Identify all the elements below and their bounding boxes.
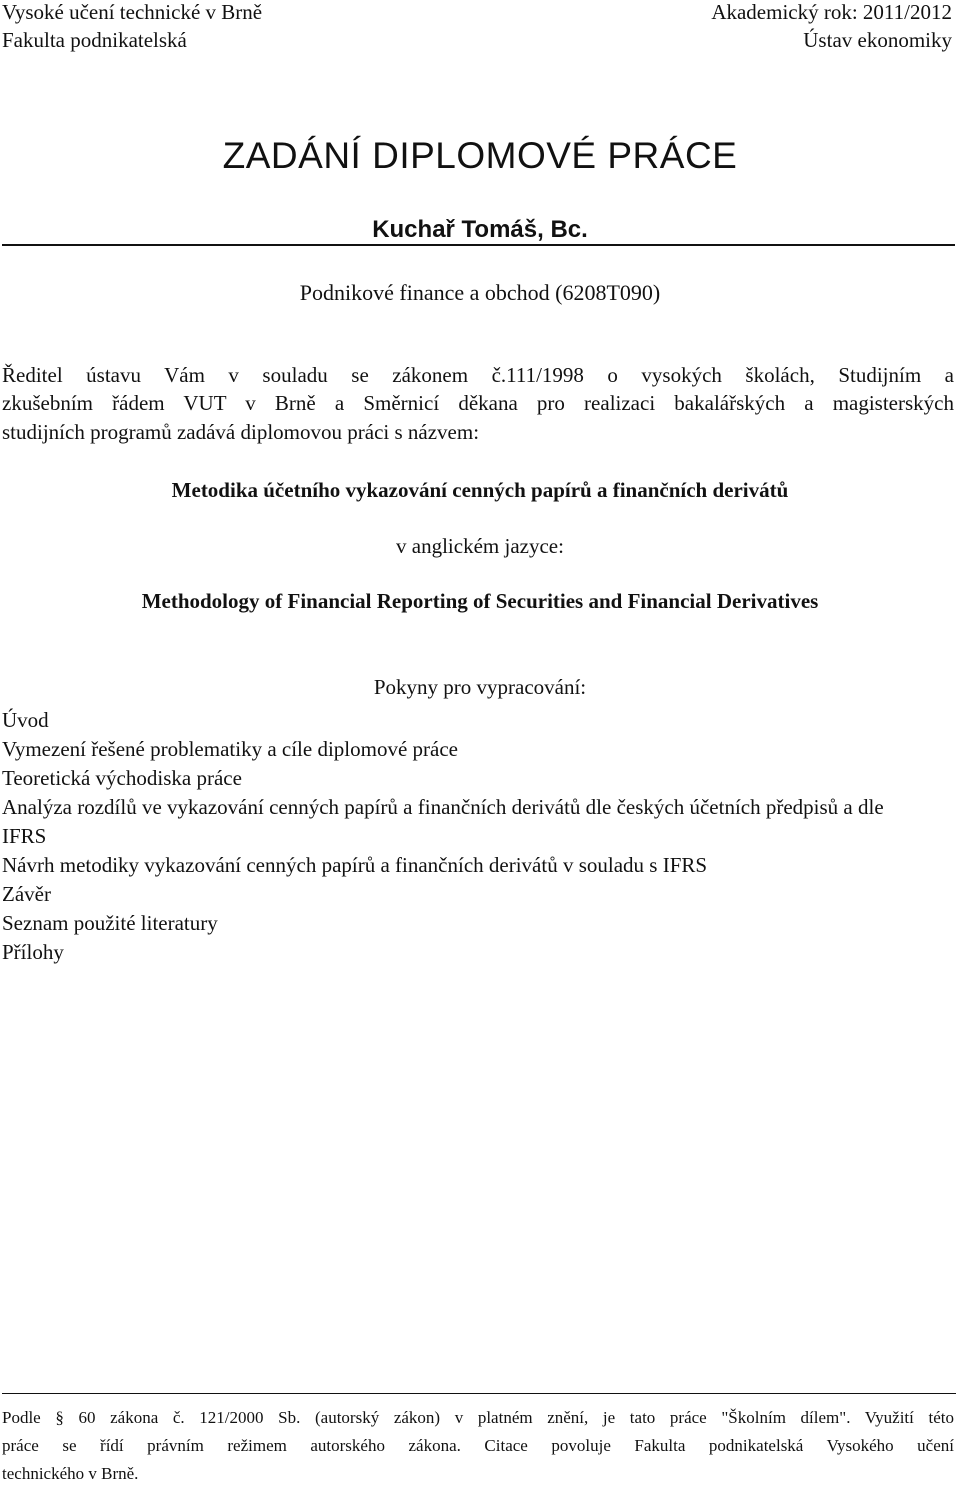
- document-title: ZADÁNÍ DIPLOMOVÉ PRÁCE: [222, 135, 738, 176]
- list-item: Analýza rozdílů ve vykazování cenných papírů a finančních derivátů dle českých účetních předpisů a dle IFRS: [2, 795, 884, 848]
- list-item: Závěr: [2, 882, 51, 906]
- institute-name: Ústav ekonomiky: [803, 28, 952, 52]
- list-item: Vymezení řešené problematiky a cíle diplomové práce: [2, 737, 458, 761]
- footer-divider: [2, 1393, 956, 1394]
- list-item: Návrh metodiky vykazování cenných papírů a finančních derivátů v souladu s IFRS: [2, 853, 708, 877]
- english-language-label: v anglickém jazyce:: [396, 534, 564, 558]
- footer-line-2: práce se řídí právním režimem autorského zákona. Citace povoluje Fakulta podnikatelská Vysokého učení: [2, 1436, 954, 1455]
- study-program: Podnikové finance a obchod (6208T090): [299, 280, 661, 305]
- thesis-title-cz: Metodika účetního vykazování cenných papírů a finančních derivátů: [171, 478, 789, 502]
- intro-line-3: studijních programů zadává diplomovou práci s názvem:: [2, 420, 480, 444]
- faculty-name: Fakulta podnikatelská: [2, 28, 187, 52]
- list-item: Teoretická východiska práce: [2, 766, 242, 790]
- footer-line-1: Podle § 60 zákona č. 121/2000 Sb. (autorský zákon) v platném znění, je tato práce "Školním dílem". Využití této: [2, 1408, 954, 1427]
- thesis-title-en: Methodology of Financial Reporting of Securities and Financial Derivatives: [141, 589, 819, 613]
- instructions-heading: Pokyny pro vypracování:: [373, 675, 587, 699]
- footer-line-3: technického v Brně.: [2, 1464, 139, 1483]
- university-name: Vysoké učení technické v Brně: [2, 0, 263, 24]
- list-item: Seznam použité literatury: [2, 911, 218, 935]
- student-underline: [2, 244, 955, 246]
- instructions-list: [2, 706, 952, 967]
- student-name: Kuchař Tomáš, Bc.: [372, 216, 588, 243]
- academic-year: Akademický rok: 2011/2012: [711, 0, 952, 24]
- intro-line-2: zkušebním řádem VUT v Brně a Směrnicí děkana pro realizaci bakalářských a magisterských: [2, 391, 954, 415]
- list-item: Přílohy: [2, 940, 64, 964]
- list-item: Úvod: [2, 708, 49, 732]
- intro-line-1: Ředitel ústavu Vám v souladu se zákonem č.111/1998 o vysokých školách, Studijním a: [2, 363, 954, 387]
